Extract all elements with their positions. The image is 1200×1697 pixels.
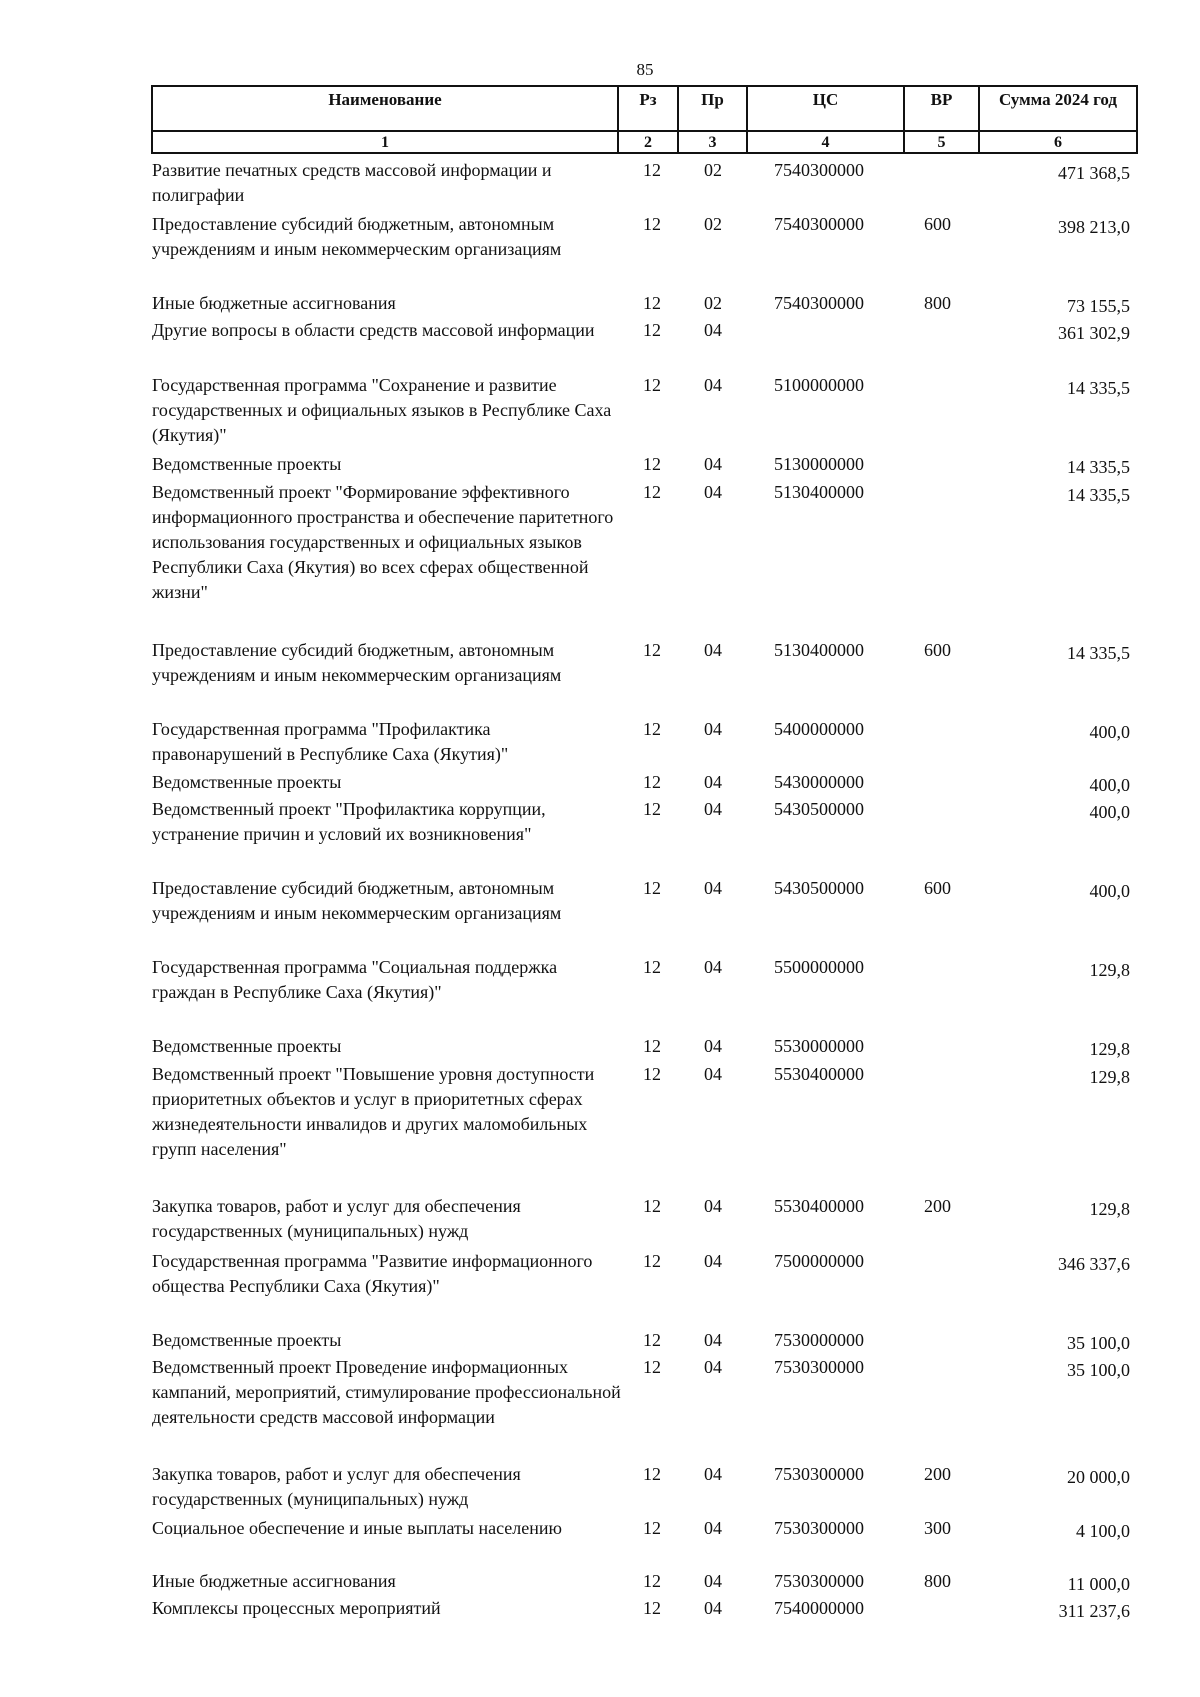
row-rz: 12	[643, 454, 661, 474]
row-pr: 04	[704, 375, 722, 395]
row-sum: 398 213,0	[1058, 217, 1130, 237]
row-sum: 400,0	[1089, 802, 1130, 822]
row-sum: 400,0	[1089, 881, 1130, 901]
row-name: Государственная программа "Сохранение и развитие государственных и официальных языков в Республике Саха (Якутия)"	[152, 375, 612, 445]
row-sum: 129,8	[1089, 960, 1130, 980]
row-rz: 12	[643, 878, 661, 898]
row-rz: 12	[643, 1330, 661, 1350]
row-cs: 7540000000	[774, 1598, 864, 1618]
row-rz: 12	[643, 1598, 661, 1618]
row-rz: 12	[643, 1251, 661, 1271]
row-pr: 04	[704, 719, 722, 739]
row-name: Ведомственные проекты	[152, 772, 342, 792]
header-num-5: 5	[904, 131, 979, 153]
row-pr: 04	[704, 1196, 722, 1216]
row-sum: 361 302,9	[1058, 323, 1130, 343]
row-rz: 12	[643, 1357, 661, 1377]
row-pr: 04	[704, 640, 722, 660]
row-pr: 02	[704, 293, 722, 313]
row-cs: 7540300000	[774, 214, 864, 234]
row-name: Ведомственный проект "Повышение уровня доступности приоритетных объектов и услуг в приоритетных сферах жизнедеятельности инвалидов и других маломобильных групп населения"	[152, 1064, 595, 1159]
row-name: Развитие печатных средств массовой информации и полиграфии	[152, 160, 552, 205]
row-vr: 800	[924, 293, 951, 313]
row-pr: 04	[704, 957, 722, 977]
row-rz: 12	[643, 293, 661, 313]
row-cs: 5430500000	[774, 878, 864, 898]
header-num-6: 6	[979, 131, 1137, 153]
row-rz: 12	[643, 214, 661, 234]
row-name: Другие вопросы в области средств массовой информации	[152, 320, 595, 340]
row-pr: 02	[704, 214, 722, 234]
row-vr: 800	[924, 1571, 951, 1591]
header-sum: Сумма 2024 год	[979, 86, 1137, 131]
page-number: 85	[636, 60, 654, 79]
row-cs: 5530400000	[774, 1064, 864, 1084]
header-vr: ВР	[904, 86, 979, 131]
row-name: Закупка товаров, работ и услуг для обеспечения государственных (муниципальных) нужд	[152, 1464, 521, 1509]
row-name: Ведомственный проект "Формирование эффективного информационного пространства и обеспечение паритетного использования государственных и официальных языков Республики Саха (Якутия) во всех сферах общественной жизни"	[152, 482, 614, 602]
row-rz: 12	[643, 1196, 661, 1216]
row-rz: 12	[643, 772, 661, 792]
row-pr: 04	[704, 1571, 722, 1591]
row-name: Иные бюджетные ассигнования	[152, 293, 396, 313]
row-sum: 129,8	[1089, 1039, 1130, 1059]
header-num-2: 2	[618, 131, 678, 153]
header-pr: Пр	[678, 86, 747, 131]
row-vr: 200	[924, 1196, 951, 1216]
row-sum: 129,8	[1089, 1199, 1130, 1219]
row-rz: 12	[643, 1064, 661, 1084]
row-cs: 5130000000	[774, 454, 864, 474]
row-rz: 12	[643, 482, 661, 502]
row-sum: 14 335,5	[1067, 378, 1130, 398]
row-cs: 7530300000	[774, 1518, 864, 1538]
row-sum: 20 000,0	[1067, 1467, 1130, 1487]
row-pr: 02	[704, 160, 722, 180]
row-vr: 200	[924, 1464, 951, 1484]
row-vr: 600	[924, 214, 951, 234]
header-rz: Рз	[618, 86, 678, 131]
row-name: Государственная программа "Развитие информационного общества Республики Саха (Якутия)"	[152, 1251, 593, 1296]
row-sum: 400,0	[1089, 775, 1130, 795]
header-cs: ЦС	[747, 86, 904, 131]
row-rz: 12	[643, 799, 661, 819]
row-sum: 35 100,0	[1067, 1333, 1130, 1353]
row-cs: 7540300000	[774, 293, 864, 313]
header-name: Наименование	[152, 86, 618, 131]
row-pr: 04	[704, 772, 722, 792]
row-cs: 7540300000	[774, 160, 864, 180]
row-cs: 7530300000	[774, 1464, 864, 1484]
row-pr: 04	[704, 1464, 722, 1484]
row-pr: 04	[704, 799, 722, 819]
row-name: Закупка товаров, работ и услуг для обеспечения государственных (муниципальных) нужд	[152, 1196, 521, 1241]
row-rz: 12	[643, 957, 661, 977]
row-rz: 12	[643, 375, 661, 395]
row-cs: 7530000000	[774, 1330, 864, 1350]
row-rz: 12	[643, 1464, 661, 1484]
row-rz: 12	[643, 1571, 661, 1591]
row-cs: 7530300000	[774, 1571, 864, 1591]
row-name: Государственная программа "Профилактика правонарушений в Республике Саха (Якутия)"	[152, 719, 509, 764]
row-vr: 300	[924, 1518, 951, 1538]
row-name: Предоставление субсидий бюджетным, автономным учреждениям и иным некоммерческим организациям	[152, 214, 562, 259]
row-name: Ведомственные проекты	[152, 1036, 342, 1056]
row-name: Ведомственные проекты	[152, 454, 342, 474]
row-sum: 400,0	[1089, 722, 1130, 742]
row-vr: 600	[924, 640, 951, 660]
header-num-4: 4	[747, 131, 904, 153]
row-name: Социальное обеспечение и иные выплаты населению	[152, 1518, 562, 1538]
row-pr: 04	[704, 482, 722, 502]
row-sum: 346 337,6	[1058, 1254, 1130, 1274]
row-sum: 35 100,0	[1067, 1360, 1130, 1380]
row-name: Ведомственный проект "Профилактика коррупции, устранение причин и условий их возникновения"	[152, 799, 546, 844]
row-name: Государственная программа "Социальная поддержка граждан в Республике Саха (Якутия)"	[152, 957, 558, 1002]
row-sum: 73 155,5	[1067, 296, 1130, 316]
row-pr: 04	[704, 1251, 722, 1271]
row-cs: 5530000000	[774, 1036, 864, 1056]
row-pr: 04	[704, 320, 722, 340]
row-cs: 7500000000	[774, 1251, 864, 1271]
row-name: Иные бюджетные ассигнования	[152, 1571, 396, 1591]
row-cs: 5130400000	[774, 640, 864, 660]
row-sum: 471 368,5	[1058, 163, 1130, 183]
row-rz: 12	[643, 719, 661, 739]
row-rz: 12	[643, 160, 661, 180]
row-cs: 5130400000	[774, 482, 864, 502]
row-cs: 5100000000	[774, 375, 864, 395]
row-cs: 5400000000	[774, 719, 864, 739]
row-name: Комплексы процессных мероприятий	[152, 1598, 441, 1618]
row-pr: 04	[704, 1036, 722, 1056]
row-cs: 7530300000	[774, 1357, 864, 1377]
row-sum: 14 335,5	[1067, 485, 1130, 505]
row-sum: 14 335,5	[1067, 457, 1130, 477]
row-pr: 04	[704, 1357, 722, 1377]
row-pr: 04	[704, 878, 722, 898]
row-name: Предоставление субсидий бюджетным, автономным учреждениям и иным некоммерческим организациям	[152, 640, 562, 685]
row-vr: 600	[924, 878, 951, 898]
row-sum: 311 237,6	[1058, 1601, 1130, 1621]
row-pr: 04	[704, 454, 722, 474]
row-sum: 129,8	[1089, 1067, 1130, 1087]
row-pr: 04	[704, 1330, 722, 1350]
row-rz: 12	[643, 640, 661, 660]
row-cs: 5500000000	[774, 957, 864, 977]
header-num-1: 1	[152, 131, 618, 153]
row-name: Предоставление субсидий бюджетным, автономным учреждениям и иным некоммерческим организациям	[152, 878, 562, 923]
row-sum: 14 335,5	[1067, 643, 1130, 663]
row-cs: 5430000000	[774, 772, 864, 792]
header-num-3: 3	[678, 131, 747, 153]
row-rz: 12	[643, 1518, 661, 1538]
row-rz: 12	[643, 320, 661, 340]
row-cs: 5430500000	[774, 799, 864, 819]
row-pr: 04	[704, 1518, 722, 1538]
row-pr: 04	[704, 1598, 722, 1618]
row-sum: 4 100,0	[1076, 1521, 1130, 1541]
row-rz: 12	[643, 1036, 661, 1056]
row-name: Ведомственные проекты	[152, 1330, 342, 1350]
row-pr: 04	[704, 1064, 722, 1084]
row-cs: 5530400000	[774, 1196, 864, 1216]
row-name: Ведомственный проект Проведение информационных кампаний, мероприятий, стимулирование профессиональной деятельности средств массовой информации	[152, 1357, 621, 1427]
row-sum: 11 000,0	[1067, 1574, 1130, 1594]
